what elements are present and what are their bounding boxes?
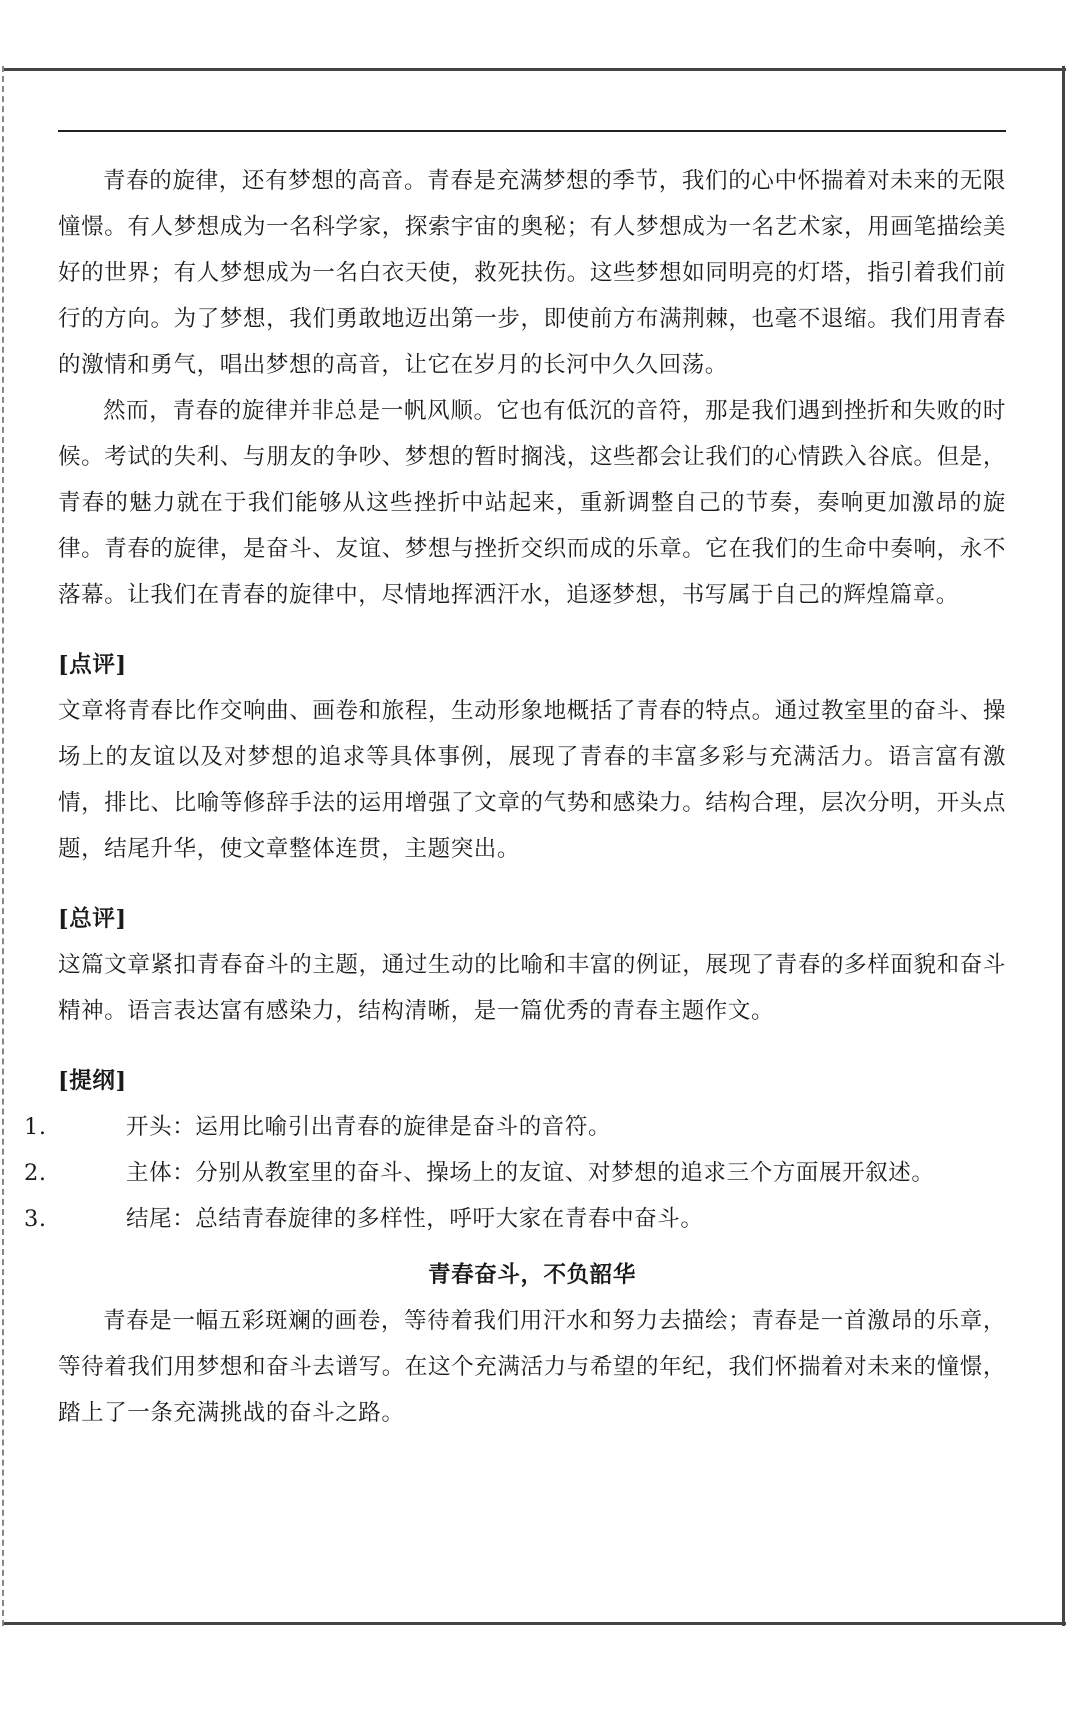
outline-item-text: 主体：分别从教室里的奋斗、操场上的友谊、对梦想的追求三个方面展开叙述。	[126, 1160, 935, 1186]
outline-heading: [提纲]	[58, 1068, 127, 1094]
page-frame-right	[1062, 66, 1065, 1626]
outline-item	[24, 1150, 1006, 1196]
outline-item	[24, 1104, 1006, 1150]
page-frame-left	[2, 66, 4, 1626]
comment-heading: [点评]	[58, 652, 127, 678]
outline-item	[24, 1196, 1006, 1242]
next-essay-paragraph: 青春是一幅五彩斑斓的画卷，等待着我们用汗水和努力去描绘；青春是一首激昂的乐章，等待着我们用梦想和奋斗去谱写。在这个充满活力与希望的年纪，我们怀揣着对未来的憧憬，踏上了一条充满挑战的奋斗之路。	[58, 1308, 1006, 1426]
outline-list	[24, 1104, 1006, 1242]
outline-item-text: 开头：运用比喻引出青春的旋律是奋斗的音符。	[126, 1114, 612, 1140]
comment-text: 文章将青春比作交响曲、画卷和旅程，生动形象地概括了青春的特点。通过教室里的奋斗、操场上的友谊以及对梦想的追求等具体事例，展现了青春的丰富多彩与充满活力。语言富有激情，排比、比喻等修辞手法的运用增强了文章的气势和感染力。结构合理，层次分明，开头点题，结尾升华，使文章整体连贯，主题突出。	[58, 698, 1006, 862]
essay-paragraph: 然而，青春的旋律并非总是一帆风顺。它也有低沉的音符，那是我们遇到挫折和失败的时候。考试的失利、与朋友的争吵、梦想的暂时搁浅，这些都会让我们的心情跌入谷底。但是，青春的魅力就在于我们能够从这些挫折中站起来，重新调整自己的节奏，奏响更加激昂的旋律。青春的旋律，是奋斗、友谊、梦想与挫折交织而成的乐章。它在我们的生命中奏响，永不落幕。让我们在青春的旋律中，尽情地挥洒汗水，追逐梦想，书写属于自己的辉煌篇章。	[58, 398, 1006, 608]
page-frame-top	[4, 68, 1066, 71]
overall-heading: [总评]	[58, 906, 127, 932]
header-rule	[58, 130, 1006, 132]
page-content	[24, 158, 1006, 1436]
outline-item-number: 1.	[24, 1114, 47, 1140]
outline-item-number: 3.	[24, 1206, 47, 1232]
outline-item-text: 结尾：总结青春旋律的多样性，呼吁大家在青春中奋斗。	[126, 1206, 704, 1232]
essay-paragraph: 青春的旋律，还有梦想的高音。青春是充满梦想的季节，我们的心中怀揣着对未来的无限憧憬。有人梦想成为一名科学家，探索宇宙的奥秘；有人梦想成为一名艺术家，用画笔描绘美好的世界；有人梦想成为一名白衣天使，救死扶伤。这些梦想如同明亮的灯塔，指引着我们前行的方向。为了梦想，我们勇敢地迈出第一步，即使前方布满荆棘，也毫不退缩。我们用青春的激情和勇气，唱出梦想的高音，让它在岁月的长河中久久回荡。	[58, 168, 1006, 378]
page-frame-bottom	[4, 1622, 1066, 1625]
next-essay-title: 青春奋斗，不负韶华	[428, 1262, 636, 1288]
overall-text: 这篇文章紧扣青春奋斗的主题，通过生动的比喻和丰富的例证，展现了青春的多样面貌和奋斗精神。语言表达富有感染力，结构清晰，是一篇优秀的青春主题作文。	[58, 952, 1006, 1024]
outline-item-number: 2.	[24, 1160, 47, 1186]
